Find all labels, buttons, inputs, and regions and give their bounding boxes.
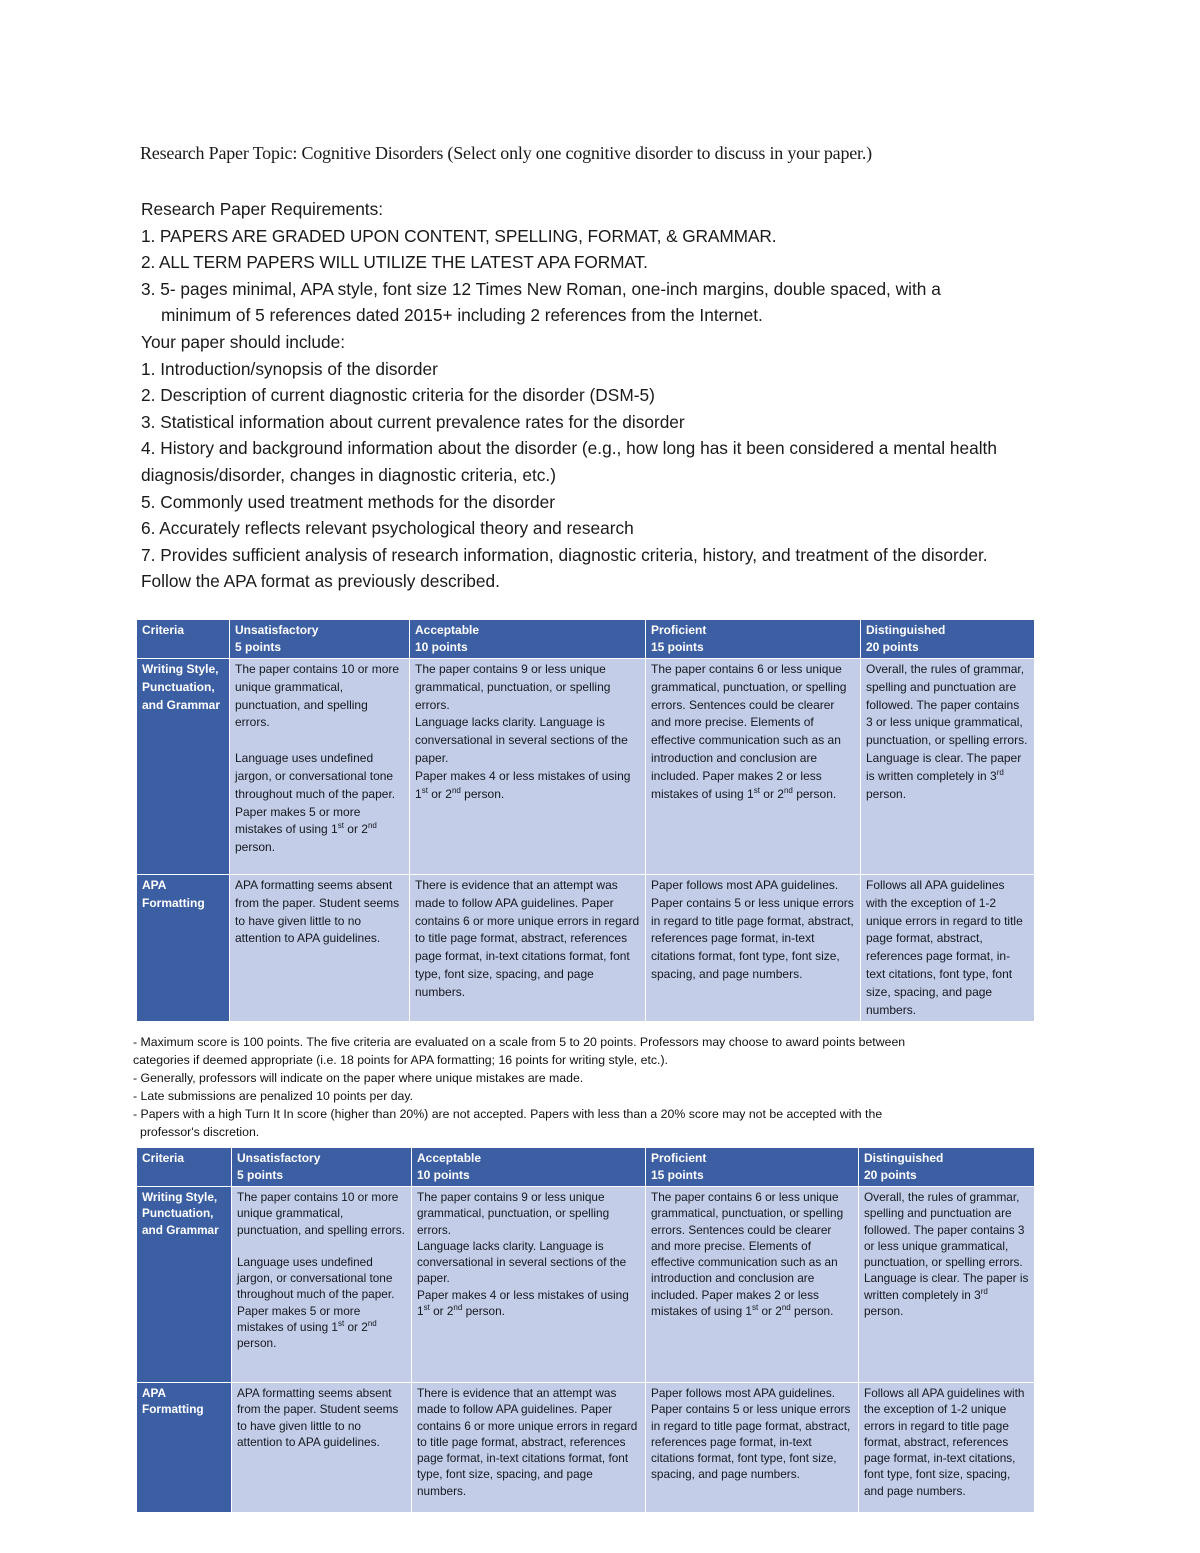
- header-acceptable: Acceptable 10 points: [412, 1148, 646, 1187]
- header-unsatisfactory: Unsatisfactory 5 points: [230, 620, 410, 659]
- include-item: 1. Introduction/synopsis of the disorder: [141, 358, 438, 379]
- cell-distinguished: Follows all APA guidelines with the exception of 1-2 unique errors in regard to title page format, abstract, references page format, in-text citations, font type, font size, spacing, and page numbers.: [859, 1383, 1035, 1513]
- rubric-header-row: [137, 620, 1035, 659]
- rubric-header-row: [137, 1148, 1035, 1187]
- header-acceptable: Acceptable 10 points: [410, 620, 646, 659]
- note-item: categories if deemed appropriate (i.e. 18 points for APA formatting; 16 points for writing style, etc.).: [133, 1053, 668, 1067]
- cell-proficient: The paper contains 6 or less unique grammatical, punctuation, or spelling errors. Sentences could be clearer and more precise. Elements of effective communication such as an introduction and conclusion are included. Paper makes 2 or less mistakes of using 1st or 2nd person.: [646, 1187, 859, 1383]
- cell-acceptable: There is evidence that an attempt was made to follow APA guidelines. Paper contains 6 or more unique errors in regard to title page format, abstract, references page format, in-text citations format, font type, font size, spacing, and page numbers.: [412, 1383, 646, 1513]
- include-footer: Follow the APA format as previously described.: [141, 571, 500, 592]
- header-proficient: Proficient 15 points: [646, 620, 861, 659]
- include-item: 2. Description of current diagnostic criteria for the disorder (DSM-5): [141, 385, 655, 406]
- criteria-label: Writing Style, Punctuation, and Grammar: [137, 659, 230, 875]
- cell-acceptable: The paper contains 9 or less unique grammatical, punctuation, or spelling errors. Language lacks clarity. Language is conversational in several sections of the paper. Paper makes 4 or less mistakes of using 1st or 2nd person.: [412, 1187, 646, 1383]
- requirements-heading: Research Paper Requirements:: [141, 199, 384, 219]
- note-item: - Generally, professors will indicate on the paper where unique mistakes are made.: [133, 1071, 584, 1085]
- criteria-label: APA Formatting: [137, 1383, 232, 1513]
- requirements-section: [141, 196, 1056, 595]
- rubric-table-1: [136, 619, 1035, 1022]
- criteria-label: Writing Style, Punctuation, and Grammar: [137, 1187, 232, 1383]
- cell-unsatisfactory: APA formatting seems absent from the paper. Student seems to have given little to no attention to APA guidelines.: [230, 875, 410, 1022]
- rubric-row-writing: [137, 1187, 1035, 1383]
- cell-unsatisfactory: The paper contains 10 or more unique grammatical, punctuation, and spelling errors. Language uses undefined jargon, or conversational tone throughout much of the paper. Paper makes 5 or more mistakes of using 1st or 2nd person.: [232, 1187, 412, 1383]
- note-item: - Late submissions are penalized 10 points per day.: [133, 1089, 414, 1103]
- header-unsatisfactory: Unsatisfactory 5 points: [232, 1148, 412, 1187]
- header-proficient: Proficient 15 points: [646, 1148, 859, 1187]
- header-distinguished: Distinguished 20 points: [859, 1148, 1035, 1187]
- include-heading: Your paper should include:: [141, 331, 346, 352]
- cell-distinguished: Overall, the rules of grammar, spelling and punctuation are followed. The paper contains 3 or less unique grammatical, punctuation, or spelling errors. Language is clear. The paper is written completely in 3rd person.: [861, 659, 1035, 875]
- requirement-item: 1. PAPERS ARE GRADED UPON CONTENT, SPELLING, FORMAT, & GRAMMAR.: [141, 225, 777, 246]
- rubric-row-apa: [137, 1383, 1035, 1513]
- include-item: 7. Provides sufficient analysis of research information, diagnostic criteria, history, and treatment of the disorder.: [141, 544, 988, 565]
- note-item: - Maximum score is 100 points. The five criteria are evaluated on a scale from 5 to 20 points. Professors may choose to award points between: [133, 1035, 906, 1049]
- note-item: professor's discretion.: [140, 1125, 260, 1139]
- cell-acceptable: There is evidence that an attempt was made to follow APA guidelines. Paper contains 6 or more unique errors in regard to title page format, abstract, references page format, in-text citations format, font type, font size, spacing, and page numbers.: [410, 875, 646, 1022]
- cell-proficient: The paper contains 6 or less unique grammatical, punctuation, or spelling errors. Sentences could be clearer and more precise. Elements of effective communication such as an introduction and conclusion are included. Paper makes 2 or less mistakes of using 1st or 2nd person.: [646, 659, 861, 875]
- requirement-item: 2. ALL TERM PAPERS WILL UTILIZE THE LATEST APA FORMAT.: [141, 252, 648, 273]
- include-item: 5. Commonly used treatment methods for the disorder: [141, 491, 555, 512]
- include-item: 6. Accurately reflects relevant psychological theory and research: [141, 518, 634, 539]
- include-item: 4. History and background information about the disorder (e.g., how long has it been considered a mental health diagnosis/disorder, changes in diagnostic criteria, etc.): [141, 438, 997, 485]
- requirement-item: 3. 5- pages minimal, APA style, font size 12 Times New Roman, one-inch margins, double spaced, with a: [141, 278, 941, 299]
- paper-topic: Research Paper Topic: Cognitive Disorders (Select only one cognitive disorder to discuss in your paper.): [140, 143, 872, 163]
- header-distinguished: Distinguished 20 points: [861, 620, 1035, 659]
- cell-acceptable: The paper contains 9 or less unique grammatical, punctuation, or spelling errors. Language lacks clarity. Language is conversational in several sections of the paper. Paper makes 4 or less mistakes of using 1st or 2nd person.: [410, 659, 646, 875]
- include-item: 3. Statistical information about current prevalence rates for the disorder: [141, 411, 685, 432]
- cell-distinguished: Overall, the rules of grammar, spelling and punctuation are followed. The paper contains 3 or less unique grammatical, punctuation, or spelling errors. Language is clear. The paper is written completely in 3rd person.: [859, 1187, 1035, 1383]
- note-item: - Papers with a high Turn It In score (higher than 20%) are not accepted. Papers with less than a 20% score may not be accepted with the: [133, 1107, 883, 1121]
- header-criteria: Criteria: [137, 620, 230, 659]
- grading-notes: [133, 1033, 1013, 1141]
- cell-unsatisfactory: The paper contains 10 or more unique grammatical, punctuation, and spelling errors. Language uses undefined jargon, or conversational tone throughout much of the paper. Paper makes 5 or more mistakes of using 1st or 2nd person.: [230, 659, 410, 875]
- cell-unsatisfactory: APA formatting seems absent from the paper. Student seems to have given little to no attention to APA guidelines.: [232, 1383, 412, 1513]
- cell-proficient: Paper follows most APA guidelines. Paper contains 5 or less unique errors in regard to title page format, abstract, references page format, in-text citations format, font type, font size, spacing, and page numbers.: [646, 875, 861, 1022]
- rubric-row-apa: [137, 875, 1035, 1022]
- criteria-label: APA Formatting: [137, 875, 230, 1022]
- requirement-item-continued: minimum of 5 references dated 2015+ including 2 references from the Internet.: [161, 305, 763, 326]
- cell-proficient: Paper follows most APA guidelines. Paper contains 5 or less unique errors in regard to title page format, abstract, references page format, in-text citations format, font type, font size, spacing, and page numbers.: [646, 1383, 859, 1513]
- rubric-table-2: [136, 1147, 1035, 1513]
- header-criteria: Criteria: [137, 1148, 232, 1187]
- cell-distinguished: Follows all APA guidelines with the exception of 1-2 unique errors in regard to title page format, abstract, references page format, in-text citations, font type, font size, spacing, and page numbers.: [861, 875, 1035, 1022]
- rubric-row-writing: [137, 659, 1035, 875]
